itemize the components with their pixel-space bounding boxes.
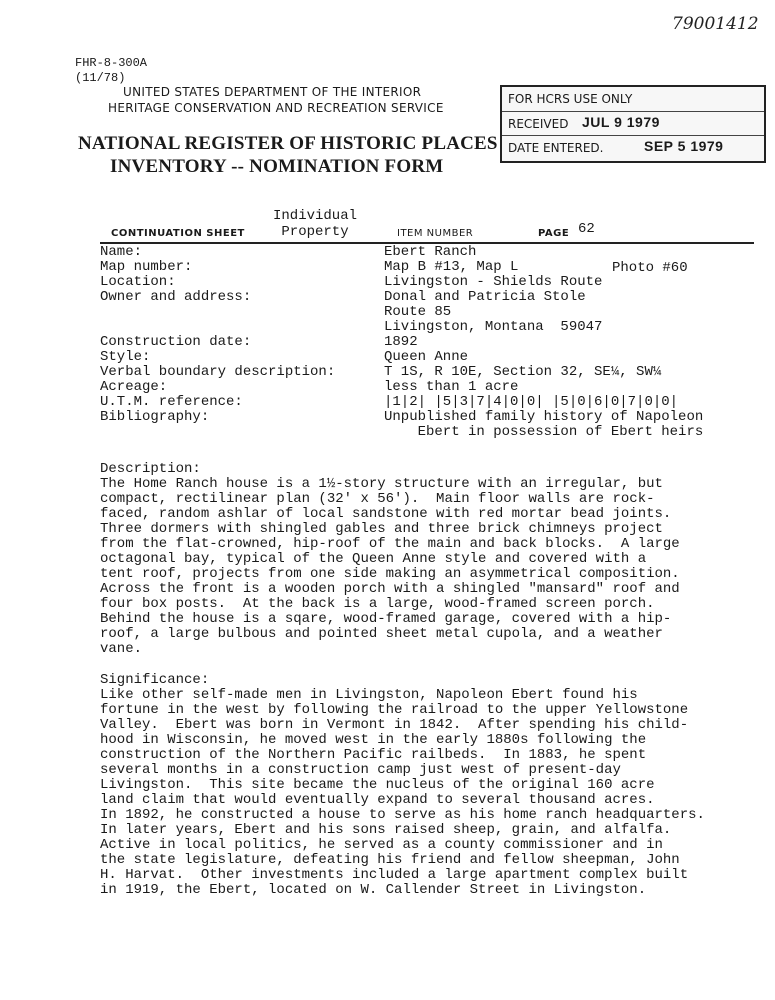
page-label: PAGE	[538, 228, 570, 239]
photo-reference: Photo #60	[612, 260, 688, 276]
continuation-sheet-label: CONTINUATION SHEET	[111, 228, 245, 239]
field-values: Ebert Ranch Map B #13, Map L Livingston - Shields Route Donal and Patricia Stole Route 85 Livingston, Montana 59047 1892 Queen Anne T 1S, R 10E, Section 32, SE¼, SW¼ less than 1 acre |1|2| |5|3|7|4|0|0| |5|0|6|0|7|0|0| Unpublished family history of Napoleon Ebert in possession of Ebert heirs	[384, 244, 704, 440]
hcrs-use-box	[500, 85, 766, 163]
form-title	[78, 132, 498, 178]
agency-header	[108, 84, 444, 116]
item-number-label: ITEM NUMBER	[397, 228, 474, 239]
form-code-number: FHR-8-300A	[75, 56, 148, 70]
property-label: Property	[281, 224, 349, 240]
form-title-line1: NATIONAL REGISTER OF HISTORIC PLACES	[78, 133, 498, 154]
handwritten-catalog-number: 79001412	[672, 14, 759, 34]
form-code	[75, 56, 147, 86]
page-number: 62	[578, 221, 595, 237]
field-labels: Name: Map number: Location: Owner and address: Construction date: Style: Verbal boundary description: Acreage: U.T.M. reference: Bibliography:	[100, 244, 336, 425]
date-entered-stamp: SEP 5 1979	[644, 138, 724, 154]
date-entered-label: DATE ENTERED.	[508, 141, 604, 155]
hcrs-box-divider	[502, 111, 764, 112]
hcrs-box-header: FOR HCRS USE ONLY	[508, 92, 633, 106]
received-stamp: JUL 9 1979	[582, 114, 660, 130]
description-section: Description: The Home Ranch house is a 1½-story structure with an irregular, but compact, rectilinear plan (32' x 56'). Main floor walls are rock- faced, random ashlar of local sandstone with red mortar bead joints. Three dormers with shingled gables and three brick chimneys project from the flat-crowned, hip-roof of the main and back blocks. A large octagonal bay, typical of the Queen Anne style and covered with a tent roof, projects from one side making an asymmetrical composition. Across the front is a wooden porch with a shingled "mansard" roof and four box posts. At the back is a large, wood-framed screen porch. Behind the house is a sqare, wood-framed garage, covered with a hip- roof, a large bulbous and pointed sheet metal cupola, and a weather vane.	[100, 461, 680, 657]
individual-label: Individual	[273, 208, 358, 224]
form-title-line2: INVENTORY -- NOMINATION FORM	[110, 156, 444, 177]
form-code-date: (11/78)	[75, 71, 126, 85]
received-label: RECEIVED	[508, 117, 569, 131]
agency-department: UNITED STATES DEPARTMENT OF THE INTERIOR	[123, 85, 422, 99]
hcrs-box-divider	[502, 135, 764, 136]
individual-property-label	[273, 208, 357, 240]
significance-section: Significance: Like other self-made men in Livingston, Napoleon Ebert found his fortune in the west by following the railroad to the upper Yellowstone Valley. Ebert was born in Vermont in 1842. After spending his child- hood in Wisconsin, he moved west in the early 1880s following the construction of the Northern Pacific railbeds. In 1883, he spent several months in a construction camp just west of present-day Livingston. This site became the nucleus of the original 160 acre land claim that would eventually expand to several thousand acres. In 1892, he constructed a house to serve as his home ranch headquarters. In later years, Ebert and his sons raised sheep, grain, and alfalfa. Active in local politics, he served as a county commissioner and in the state legislature, defeating his friend and fellow sheepman, John H. Harvat. Other investments included a large apartment complex built in 1919, the Ebert, located on W. Callender Street in Livingston.	[100, 672, 705, 898]
agency-service: HERITAGE CONSERVATION AND RECREATION SERVICE	[108, 101, 444, 115]
